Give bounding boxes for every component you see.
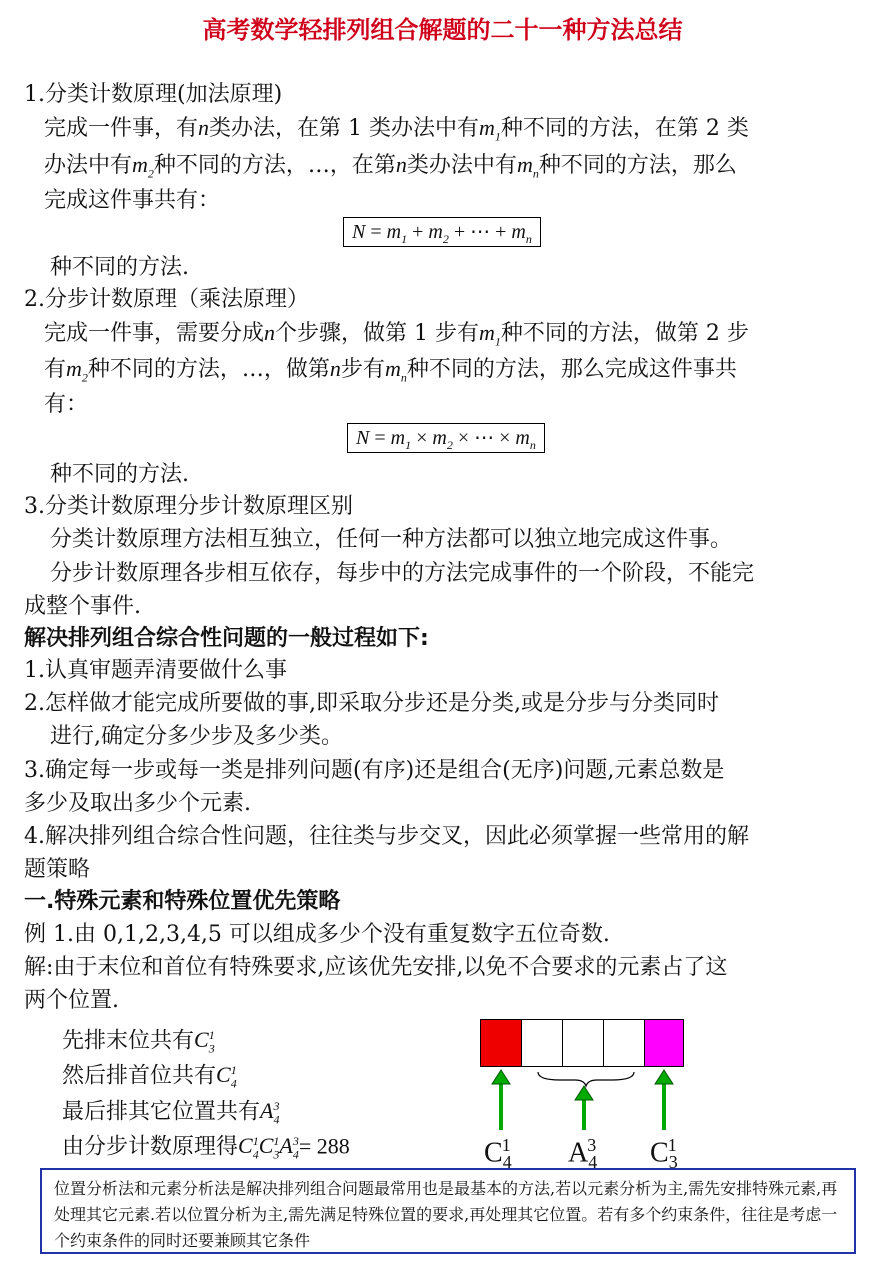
step-2: 然后排首位共有$C_4^1$ <box>62 1062 237 1091</box>
process-heading: 解决排列组合综合性问题的一般过程如下: <box>24 626 429 651</box>
section-1-heading: 1.分类计数原理(加法原理) <box>24 82 283 107</box>
section-2-heading: 2.分步计数原理（乘法原理） <box>24 287 309 312</box>
label-middle: $A_4^3$ <box>568 1135 598 1172</box>
position-cell-first <box>480 1019 522 1067</box>
example-1: 例 1.由 0,1,2,3,4,5 可以组成多少个没有重复数字五位奇数. <box>24 922 610 947</box>
addition-formula-box: $N = m_1 + m_2$ + ⋯ + $m_n$ <box>343 217 541 247</box>
position-cell-last <box>644 1019 684 1067</box>
section-3-line-3: 成整个事件. <box>24 594 141 619</box>
process-item-3-cont: 多少及取出多少个元素. <box>24 791 251 816</box>
solution-line-2: 两个位置. <box>24 988 119 1013</box>
position-cell-3 <box>562 1019 604 1067</box>
section-2-line-1: 完成一件事，需要分成n个步骤，做第 1 步有$m_1$种不同的方法，做第 2 步 <box>44 320 749 349</box>
section-1-line-3: 完成这件事共有： <box>44 188 221 213</box>
section-1-line-1: 完成一件事，有n类办法，在第 1 类办法中有$m_1$种不同的方法，在第 2 类 <box>44 115 749 144</box>
section-2-line-3: 有： <box>44 392 89 417</box>
position-cell-4 <box>603 1019 645 1067</box>
section-3-line-2: 分步计数原理各步相互依存，每步中的方法完成事件的一个阶段，不能完 <box>50 561 755 586</box>
step-1: 先排末位共有$C_3^1$ <box>62 1027 215 1056</box>
strategy-heading: 一.特殊元素和特殊位置优先策略 <box>24 889 341 914</box>
process-item-2-cont: 进行,确定分多少步及多少类。 <box>50 724 343 749</box>
section-1-after: 种不同的方法. <box>50 255 189 280</box>
multiplication-formula-box: $N = m_1 \times m_2$ × ⋯ × $m_n$ <box>347 423 545 453</box>
solution-line-1: 解:由于末位和首位有特殊要求,应该优先安排,以免不合要求的元素占了这 <box>24 955 728 980</box>
diagram-arrows <box>470 1068 700 1138</box>
process-item-1: 1.认真审题弄清要做什么事 <box>24 658 287 683</box>
process-item-3: 3.确定每一步或每一类是排列问题(有序)还是组合(无序)问题,元素总数是 <box>24 758 725 783</box>
page-title: 高考数学轻排列组合解题的二十一种方法总结 <box>202 16 683 44</box>
arrow-middle <box>575 1086 593 1130</box>
step-3: 最后排其它位置共有$A_4^3$ <box>62 1098 280 1127</box>
label-first: $C_4^1$ <box>484 1135 512 1172</box>
section-1-line-2: 办法中有$m_2$种不同的方法，…，在第n类办法中有$m_n$种不同的方法，那么 <box>44 152 737 181</box>
arrow-last <box>655 1070 673 1130</box>
brace-shape <box>538 1072 634 1086</box>
process-item-4-cont: 题策略 <box>24 857 91 882</box>
section-3-heading: 3.分类计数原理分步计数原理区别 <box>24 494 353 519</box>
process-item-2: 2.怎样做才能完成所要做的事,即采取分步还是分类,或是分步与分类同时 <box>24 691 719 716</box>
label-last: $C_3^1$ <box>650 1135 678 1172</box>
section-3-line-1: 分类计数原理方法相互独立，任何一种方法都可以独立地完成这件事。 <box>50 527 733 552</box>
note-box: 位置分析法和元素分析法是解决排列组合问题最常用也是最基本的方法,若以元素分析为主,需先安排特殊元素,再处理其它元素.若以位置分析为主,需先满足特殊位置的要求,再处理其它位置。若有多个约束条件，往往是考虑一个约束条件的同时还要兼顾其它条件 <box>40 1168 856 1254</box>
position-cell-2 <box>521 1019 563 1067</box>
arrow-first <box>492 1070 510 1130</box>
process-item-4: 4.解决排列组合综合性问题，往往类与步交叉，因此必须掌握一些常用的解 <box>24 824 749 849</box>
section-2-after: 种不同的方法. <box>50 462 189 487</box>
step-4: 由分步计数原理得$C_4^1C_3^1A_4^3= 288$ <box>62 1133 350 1162</box>
section-2-line-2: 有$m_2$种不同的方法，…，做第n步有$m_n$种不同的方法，那么完成这件事共 <box>44 356 737 385</box>
